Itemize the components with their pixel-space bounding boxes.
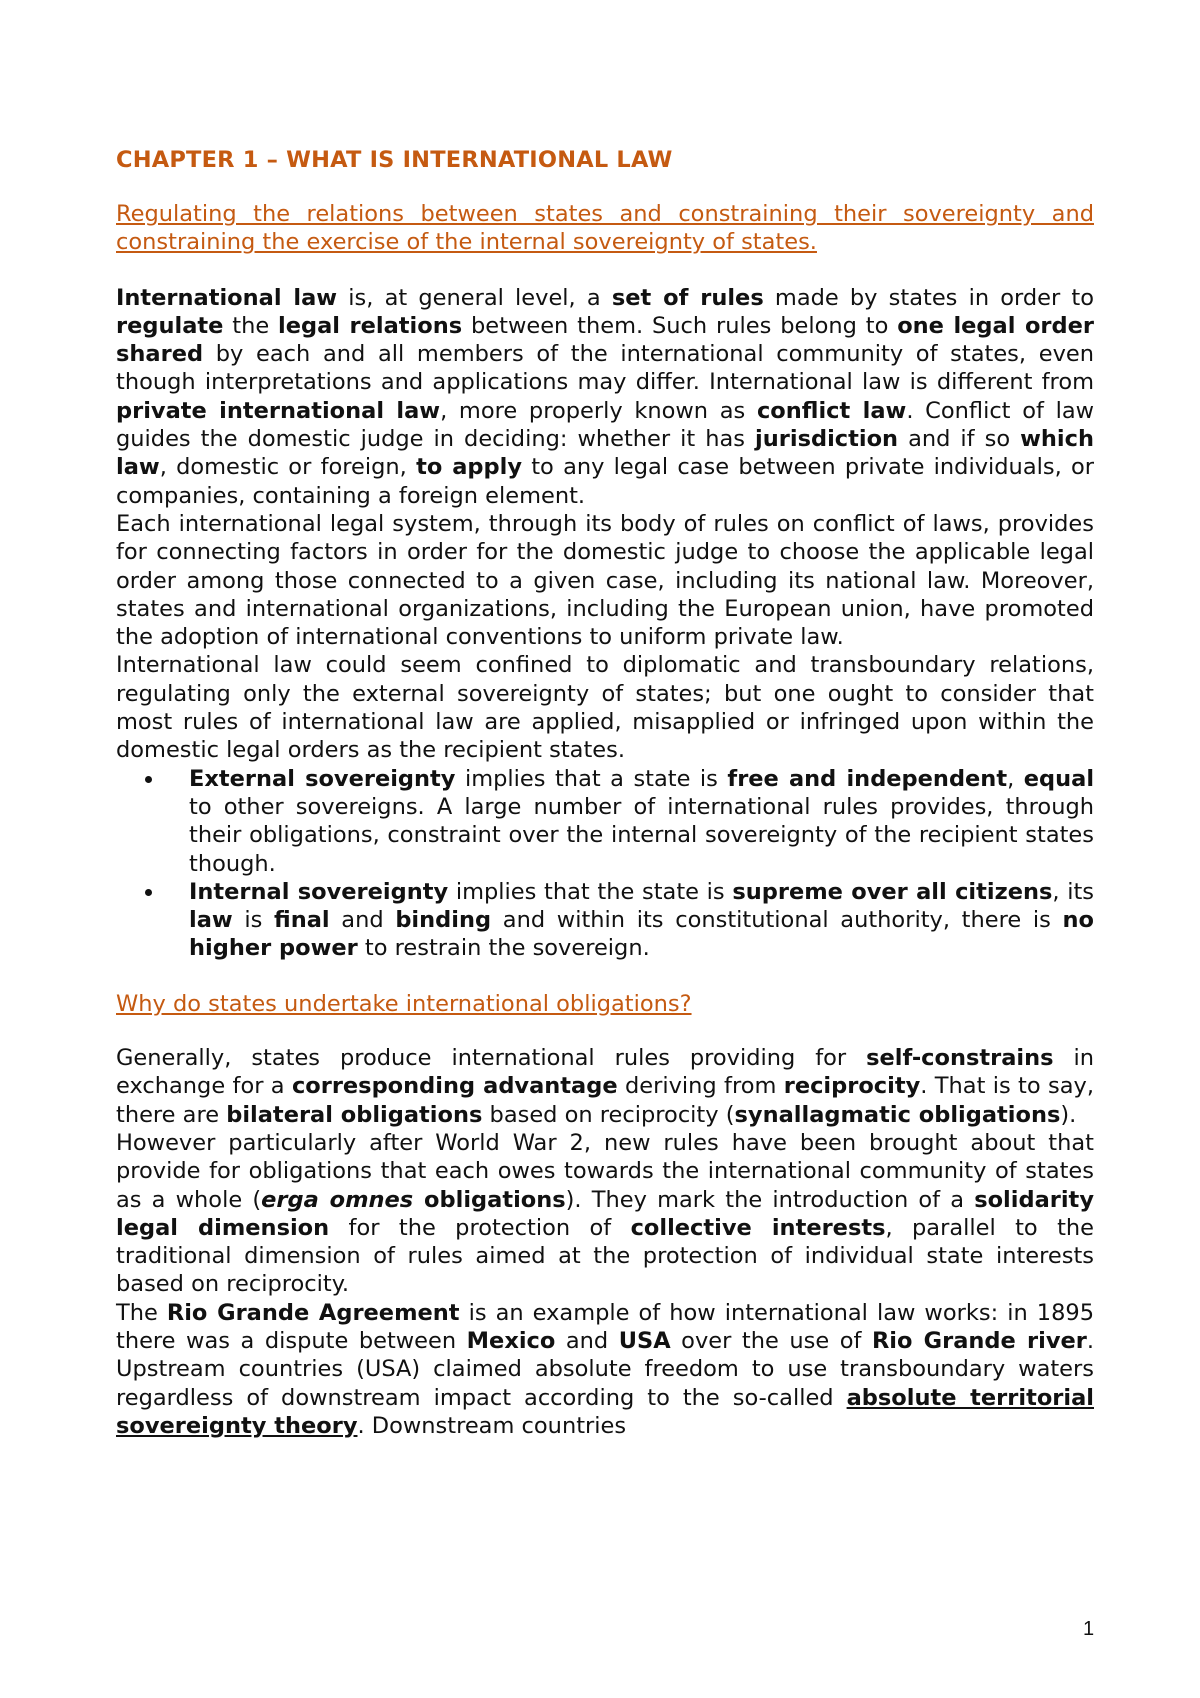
section-subheading: Regulating the relations between states and constraining their sovereignty and constraining the exercise of the internal sovereignty of states. bbox=[116, 201, 1094, 256]
chapter-heading: CHAPTER 1 – WHAT IS INTERNATIONAL LAW bbox=[116, 147, 673, 173]
list-item-internal-sovereignty: Internal sovereignty implies that the state is supreme over all citizens, its law is final and binding and within its constitutional authority, there is no higher power to restrain the sovereign. bbox=[189, 878, 1094, 963]
page-number: 1 bbox=[1083, 1618, 1095, 1640]
paragraph-rio-grande: The Rio Grande Agreement is an example of how international law works: in 1895 there was a dispute between Mexico and USA over the use of Rio Grande river. Upstream countries (USA) claimed absolute freedom to use transboundary waters regardless of downstream impact according to the so-called absolute territorial sovereignty theory. Downstream countries bbox=[116, 1299, 1095, 1439]
paragraph-definition: International law is, at general level, a set of rules made by states in order to regulate the legal relations between them. Such rules belong to one legal order shared by each and all members of the international community of states, even though interpretations and applications may differ. International law is different from private international law, more properly known as conflict law. Conflict of law guides the domestic judge in deciding: whether it has jurisdiction and if so which law, domestic or foreign, to apply to any legal case between private individuals, or companies, containing a foreign element. bbox=[116, 284, 1095, 509]
bullet-icon bbox=[145, 776, 152, 783]
paragraph-erga-omnes: However particularly after World War 2, new rules have been brought about that provide for obligations that each owes towards the international community of states as a whole (erga omnes obligations). They mark the introduction of a solidarity legal dimension for the protection of collective interests, parallel to the traditional dimension of rules aimed at the protection of individual state interests based on reciprocity. bbox=[116, 1129, 1094, 1298]
paragraph-scope: International law could seem confined to diplomatic and transboundary relations, regulating only the external sovereignty of states; but one ought to consider that most rules of international law are applied, misapplied or infringed upon within the domestic legal orders as the recipient states. bbox=[116, 652, 1094, 764]
bullet-icon bbox=[145, 889, 152, 896]
section-subheading-why: Why do states undertake international obligations? bbox=[116, 990, 692, 1017]
paragraph-conflict-of-laws: Each international legal system, through its body of rules on conflict of laws, provides for connecting factors in order for the domestic judge to choose the applicable legal order among those connected to a given case, including its national law. Moreover, states and international organizations, including the European union, have promoted the adoption of international conventions to uniform private law. bbox=[116, 510, 1094, 651]
paragraph-reciprocity: Generally, states produce international rules providing for self-constrains in exchange for a corresponding advantage deriving from reciprocity. That is to say, there are bilateral obligations based on reciprocity (synallagmatic obligations). bbox=[116, 1045, 1094, 1128]
sovereignty-list bbox=[116, 765, 1094, 963]
document-body bbox=[116, 146, 1094, 1440]
list-item-external-sovereignty: External sovereignty implies that a state is free and independent, equal to other sovereigns. A large number of international rules provides, through their obligations, constraint over the internal sovereignty of the recipient states though. bbox=[189, 765, 1094, 878]
